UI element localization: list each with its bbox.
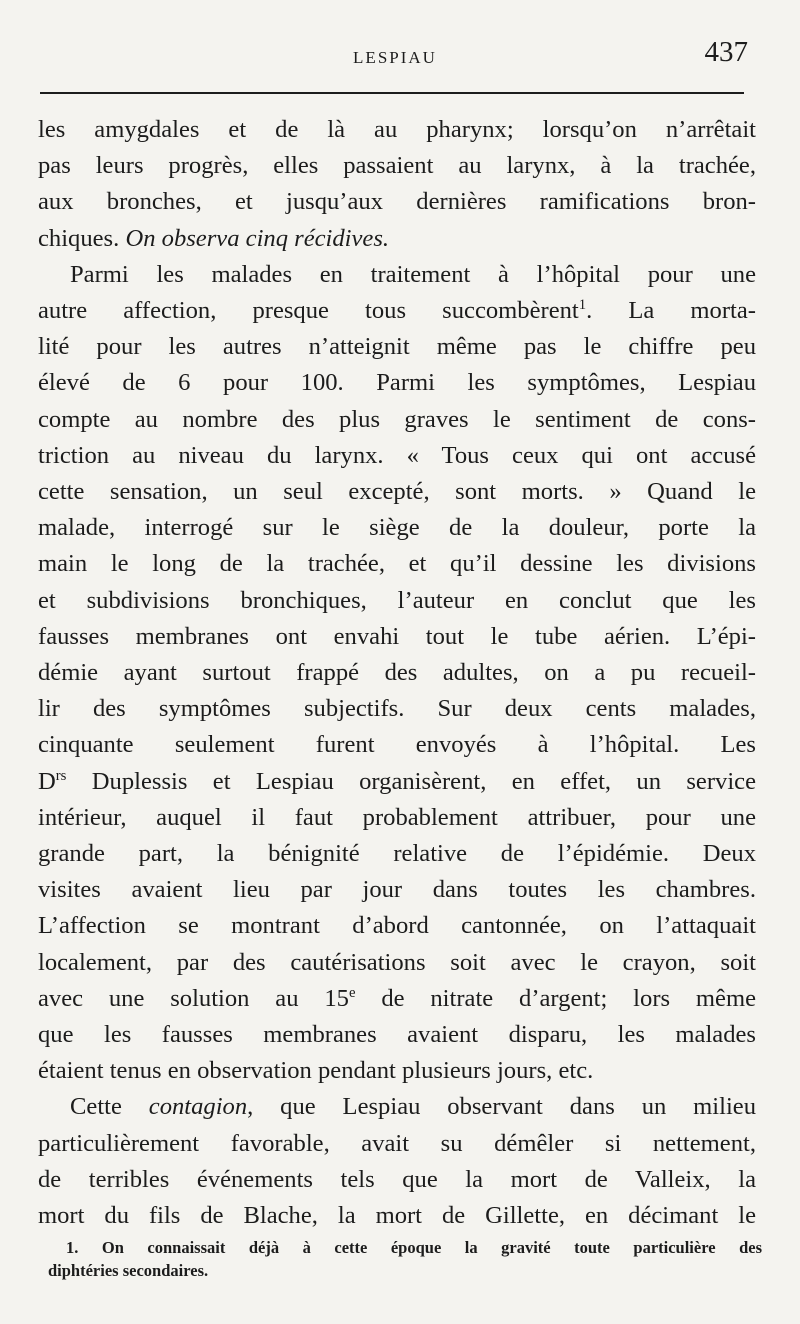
running-head (40, 36, 750, 76)
header-rule (40, 92, 744, 94)
body-text (38, 112, 756, 1234)
italic-text: contagion (148, 1093, 248, 1121)
text-plain: Duplessis et Lespiau organisèrent, en effet, un service (66, 767, 756, 795)
footnote-line: 1. On connaissait déjà à cette époque la gravité toute particulière des (66, 1238, 762, 1257)
text-line: main le long de la trachée, et qu’il dessine les divisions (38, 550, 756, 578)
paragraph-2 (38, 257, 756, 1090)
text-line (38, 293, 756, 329)
text-line: compte au nombre des plus graves le sentiment de cons- (38, 405, 756, 433)
text-line: élevé de 6 pour 100. Parmi les symptômes, Lespiau (38, 369, 756, 397)
text-line: malade, interrogé sur le siège de la douleur, porte la (38, 514, 756, 542)
text-line: L’affection se montrant d’abord cantonnée, on l’attaquait (38, 912, 756, 940)
superscript: rs (55, 767, 67, 784)
text-line (38, 1089, 756, 1125)
text-line: étaient tenus en observation pendant plusieurs jours, etc. (38, 1057, 594, 1085)
text-plain: , que Lespiau observant dans un milieu (247, 1093, 756, 1121)
text-line: lité pour les autres n’atteignit même pas le chiffre peu (38, 333, 756, 361)
text-line: visites avaient lieu par jour dans toutes les chambres. (38, 876, 756, 904)
page-number: 437 (704, 36, 748, 68)
text-line: localement, par des cautérisations soit avec le crayon, soit (38, 948, 756, 976)
footnote (48, 1236, 762, 1282)
text-line: mort du fils de Blache, la mort de Gillette, en décimant le (38, 1202, 756, 1230)
text-line: démie ayant surtout frappé des adultes, on a pu recueil- (38, 659, 756, 687)
text-line: de terribles événements tels que la mort de Valleix, la (38, 1165, 756, 1193)
text-line: les amygdales et de là au pharynx; lorsqu’on n’arrêtait (38, 116, 756, 143)
text-line (38, 764, 756, 800)
text-line: cinquante seulement furent envoyés à l’hôpital. Les (38, 731, 756, 759)
text-line: triction au niveau du larynx. « Tous ceux qui ont accusé (38, 441, 756, 469)
text-plain: . La morta- (586, 297, 756, 325)
running-title: LESPIAU (353, 48, 437, 67)
footnote-line: diphtéries secondaires. (48, 1261, 209, 1280)
text-plain: avec une solution au 15 (38, 984, 349, 1012)
text-line (38, 981, 756, 1017)
text-line: cette sensation, un seul excepté, sont morts. » Quand le (38, 478, 756, 506)
text-line: grande part, la bénignité relative de l’épidémie. Deux (38, 840, 756, 868)
text-plain: de nitrate d’argent; lors même (355, 984, 756, 1012)
text-line: fausses membranes ont envahi tout le tube aérien. L’épi- (38, 622, 756, 650)
text-line (38, 221, 756, 257)
text-plain: autre affection, presque tous succombèrent (38, 297, 579, 325)
paragraph-1 (38, 112, 756, 257)
italic-text: On observa cinq récidives. (125, 224, 390, 252)
text-line: Parmi les malades en traitement à l’hôpital pour une (70, 260, 756, 288)
text-line: pas leurs progrès, elles passaient au larynx, à la trachée, (38, 152, 756, 180)
text-plain: chiques. (38, 224, 126, 252)
text-line: intérieur, auquel il faut probablement attribuer, pour une (38, 803, 756, 831)
text-line: particulièrement favorable, avait su démêler si nettement, (38, 1129, 756, 1157)
text-line: et subdivisions bronchiques, l’auteur en conclut que les (38, 586, 756, 614)
text-plain: Cette (70, 1093, 149, 1121)
paragraph-3 (38, 1089, 756, 1234)
footnote-mark: 1 (578, 296, 587, 313)
text-line: aux bronches, et jusqu’aux dernières ramifications bron- (38, 188, 756, 216)
text-line: lir des symptômes subjectifs. Sur deux cents malades, (38, 695, 756, 723)
text-plain: D (38, 767, 56, 795)
text-line: que les fausses membranes avaient disparu, les malades (38, 1021, 756, 1049)
superscript: e (348, 984, 356, 1001)
